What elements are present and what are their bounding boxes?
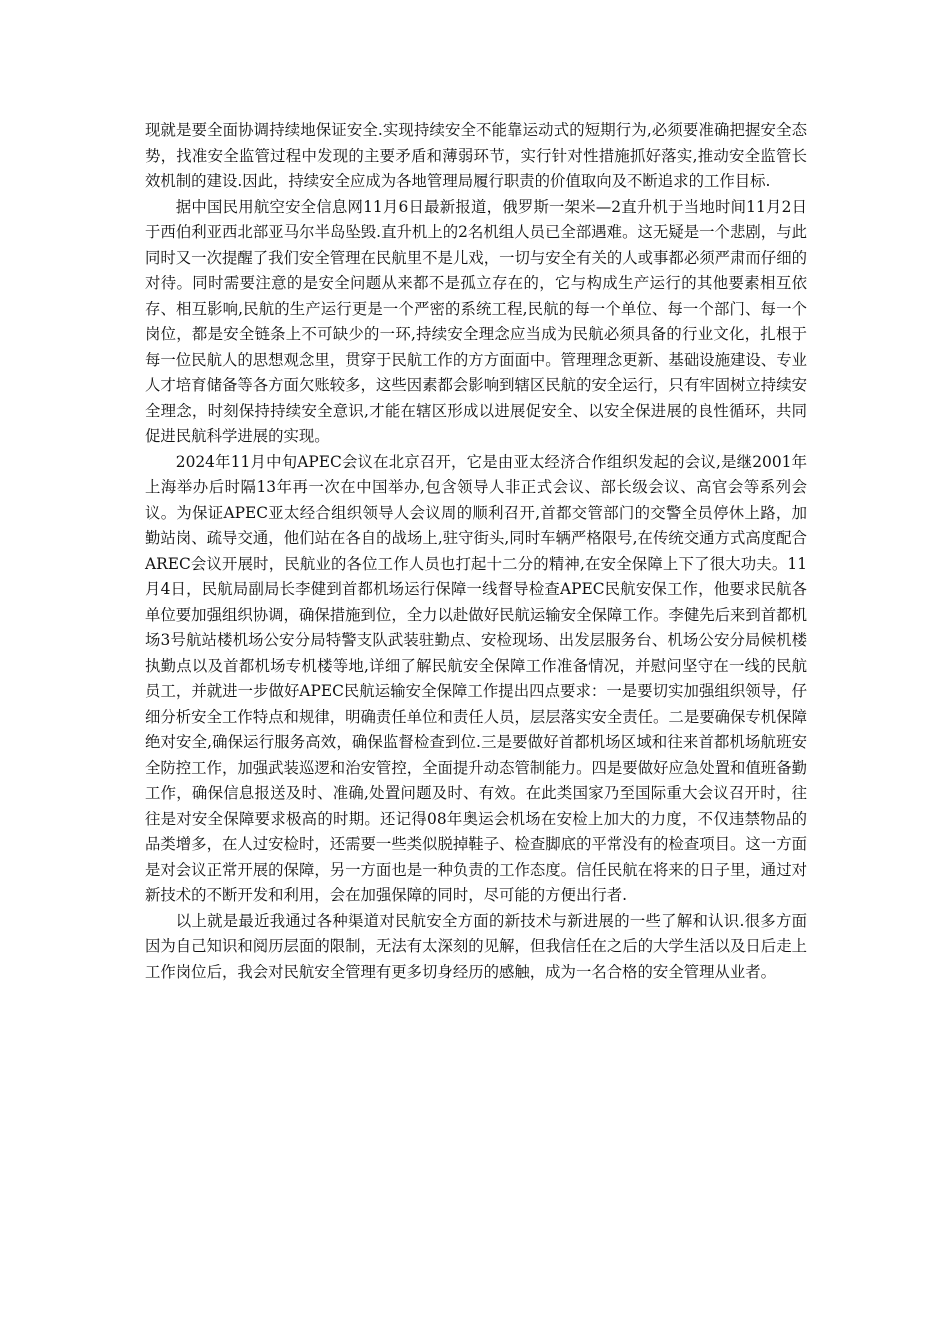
paragraph-2: 据中国民用航空安全信息网11月6日最新报道，俄罗斯一架米—2直升机于当地时间11月2日于西伯利亚西北部亚马尔半岛坠毁.直升机上的2名机组人员已全部遇难。这无疑是一个悲剧，与此同时又一次提醒了我们安全管理在民航里不是儿戏，一切与安全有关的人或事都必须严肃而仔细的对待。同时需要注意的是安全问题从来都不是孤立存在的，它与构成生产运行的其他要素相互依存、相互影响,民航的生产运行更是一个严密的系统工程,民航的每一个单位、每一个部门、每一个岗位，都是安全链条上不可缺少的一环,持续安全理念应当成为民航必须具备的行业文化，扎根于每一位民航人的思想观念里，贯穿于民航工作的方方面面中。管理理念更新、基础设施建设、专业人才培育储备等各方面欠账较多，这些因素都会影响到辖区民航的安全运行，只有牢固树立持续安全理念，时刻保持持续安全意识,才能在辖区形成以进展促安全、以安全保进展的良性循环，共同促进民航科学进展的实现。 xyxy=(145,197,807,445)
document-body xyxy=(145,118,807,985)
paragraph-3: 2024年11月中旬APEC会议在北京召开，它是由亚太经济合作组织发起的会议,是继2001年上海举办后时隔13年再一次在中国举办,包含领导人非正式会议、部长级会议、高官会等系列会议。为保证APEC亚太经合组织领导人会议周的顺利召开,首都交管部门的交警全员停休上路，加勤站岗、疏导交通，他们站在各自的战场上,驻守街头,同时车辆严格限号,在传统交通方式高度配合AREC会议开展时，民航业的各位工作人员也打起十二分的精神,在安全保障上下了很大功夫。11月4日，民航局副局长李健到首都机场运行保障一线督导检查APEC民航安保工作，他要求民航各单位要加强组织协调，确保措施到位，全力以赴做好民航运输安全保障工作。李健先后来到首都机场3号航站楼机场公安分局特警支队武装驻勤点、安检现场、出发层服务台、机场公安分局候机楼执勤点以及首都机场专机楼等地,详细了解民航安全保障工作准备情况，并慰问坚守在一线的民航员工，并就进一步做好APEC民航运输安全保障工作提出四点要求：一是要切实加强组织领导，仔细分析安全工作特点和规律，明确责任单位和责任人员，层层落实安全责任。二是要确保专机保障绝对安全,确保运行服务高效，确保监督检查到位.三是要做好首都机场区域和往来首都机场航班安全防控工作，加强武装巡逻和治安管控，全面提升动态管制能力。四是要做好应急处置和值班备勤工作，确保信息报送及时、准确,处置问题及时、有效。在此类国家乃至国际重大会议召开时，往往是对安全保障要求极高的时期。还记得08年奥运会机场在安检上加大的力度，不仅违禁物品的品类增多，在人过安检时，还需要一些类似脱掉鞋子、检查脚底的平常没有的检查项目。这一方面是对会议正常开展的保障，另一方面也是一种负责的工作态度。信任民航在将来的日子里，通过对新技术的不断开发和利用，会在加强保障的同时，尽可能的方便出行者. xyxy=(145,452,807,904)
paragraph-1: 现就是要全面协调持续地保证安全.实现持续安全不能靠运动式的短期行为,必须要准确把握安全态势，找准安全监管过程中发现的主要矛盾和薄弱环节，实行针对性措施抓好落实,推动安全监管长效机制的建设.因此，持续安全应成为各地管理局履行职责的价值取向及不断追求的工作目标. xyxy=(145,121,807,190)
paragraph-4: 以上就是最近我通过各种渠道对民航安全方面的新技术与新进展的一些了解和认识.很多方面因为自己知识和阅历层面的限制，无法有太深刻的见解，但我信任在之后的大学生活以及日后走上工作岗位后，我会对民航安全管理有更多切身经历的感触，成为一名合格的安全管理从业者。 xyxy=(145,911,807,981)
